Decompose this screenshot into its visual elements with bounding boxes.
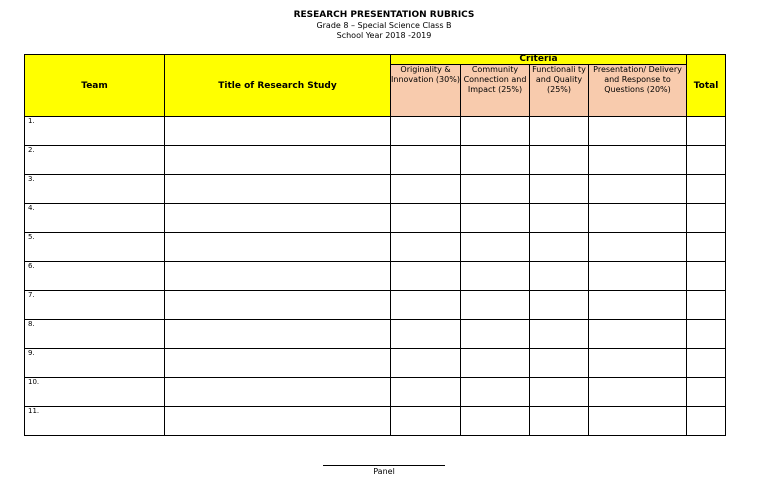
rubric-table — [24, 54, 726, 436]
rubric-rows — [25, 117, 726, 436]
community-cell[interactable] — [461, 233, 530, 262]
functionality-cell[interactable] — [530, 320, 589, 349]
title-cell[interactable] — [165, 262, 391, 291]
functionality-cell[interactable] — [530, 233, 589, 262]
presentation-cell[interactable] — [589, 117, 687, 146]
originality-cell[interactable] — [391, 320, 461, 349]
table-row — [25, 407, 726, 436]
criterion-originality: Originality & Innovation (30%) — [391, 65, 461, 117]
document-header — [0, 10, 768, 41]
title-cell[interactable] — [165, 378, 391, 407]
title-header: Title of Research Study — [165, 55, 391, 117]
community-cell[interactable] — [461, 146, 530, 175]
school-year: School Year 2018 -2019 — [336, 31, 432, 40]
functionality-cell[interactable] — [530, 146, 589, 175]
functionality-cell[interactable] — [530, 175, 589, 204]
table-row — [25, 378, 726, 407]
team-header: Team — [25, 55, 165, 117]
presentation-cell[interactable] — [589, 378, 687, 407]
community-cell[interactable] — [461, 320, 530, 349]
presentation-cell[interactable] — [589, 204, 687, 233]
total-cell[interactable] — [687, 204, 726, 233]
total-cell[interactable] — [687, 349, 726, 378]
functionality-cell[interactable] — [530, 204, 589, 233]
community-cell[interactable] — [461, 262, 530, 291]
signature-block — [323, 465, 445, 478]
originality-cell[interactable] — [391, 146, 461, 175]
team-cell[interactable]: 6. — [25, 262, 165, 291]
originality-cell[interactable] — [391, 349, 461, 378]
table-row — [25, 146, 726, 175]
team-cell[interactable]: 7. — [25, 291, 165, 320]
table-row — [25, 262, 726, 291]
presentation-cell[interactable] — [589, 407, 687, 436]
total-cell[interactable] — [687, 378, 726, 407]
table-row — [25, 320, 726, 349]
functionality-cell[interactable] — [530, 262, 589, 291]
community-cell[interactable] — [461, 175, 530, 204]
total-cell[interactable] — [687, 407, 726, 436]
document-subtitle: Grade 8 – Special Science Class B — [316, 21, 452, 30]
total-cell[interactable] — [687, 146, 726, 175]
title-cell[interactable] — [165, 175, 391, 204]
functionality-cell[interactable] — [530, 117, 589, 146]
originality-cell[interactable] — [391, 262, 461, 291]
title-cell[interactable] — [165, 204, 391, 233]
title-cell[interactable] — [165, 117, 391, 146]
team-cell[interactable]: 8. — [25, 320, 165, 349]
team-cell[interactable]: 4. — [25, 204, 165, 233]
community-cell[interactable] — [461, 407, 530, 436]
community-cell[interactable] — [461, 204, 530, 233]
originality-cell[interactable] — [391, 378, 461, 407]
title-cell[interactable] — [165, 407, 391, 436]
presentation-cell[interactable] — [589, 175, 687, 204]
community-cell[interactable] — [461, 291, 530, 320]
presentation-cell[interactable] — [589, 233, 687, 262]
table-row — [25, 204, 726, 233]
total-cell[interactable] — [687, 262, 726, 291]
team-cell[interactable]: 1. — [25, 117, 165, 146]
table-row — [25, 291, 726, 320]
title-cell[interactable] — [165, 320, 391, 349]
originality-cell[interactable] — [391, 291, 461, 320]
originality-cell[interactable] — [391, 407, 461, 436]
functionality-cell[interactable] — [530, 291, 589, 320]
title-cell[interactable] — [165, 349, 391, 378]
team-cell[interactable]: 5. — [25, 233, 165, 262]
criteria-header: Criteria — [391, 55, 687, 65]
title-cell[interactable] — [165, 146, 391, 175]
originality-cell[interactable] — [391, 233, 461, 262]
functionality-cell[interactable] — [530, 407, 589, 436]
originality-cell[interactable] — [391, 175, 461, 204]
total-cell[interactable] — [687, 320, 726, 349]
community-cell[interactable] — [461, 378, 530, 407]
criterion-presentation: Presentation/ Delivery and Response to Questions (20%) — [589, 65, 687, 117]
functionality-cell[interactable] — [530, 378, 589, 407]
criterion-functionality: Functionali ty and Quality (25%) — [530, 65, 589, 117]
team-cell[interactable]: 2. — [25, 146, 165, 175]
total-cell[interactable] — [687, 291, 726, 320]
table-row — [25, 175, 726, 204]
team-cell[interactable]: 9. — [25, 349, 165, 378]
table-row — [25, 117, 726, 146]
total-cell[interactable] — [687, 117, 726, 146]
table-row — [25, 233, 726, 262]
total-cell[interactable] — [687, 233, 726, 262]
criterion-community: Community Connection and Impact (25%) — [461, 65, 530, 117]
team-cell[interactable]: 3. — [25, 175, 165, 204]
total-header: Total — [687, 55, 726, 117]
total-cell[interactable] — [687, 175, 726, 204]
originality-cell[interactable] — [391, 204, 461, 233]
community-cell[interactable] — [461, 349, 530, 378]
table-row — [25, 349, 726, 378]
functionality-cell[interactable] — [530, 349, 589, 378]
document-title: RESEARCH PRESENTATION RUBRICS — [293, 10, 475, 20]
signature-label: Panel — [373, 467, 395, 476]
team-cell[interactable]: 10. — [25, 378, 165, 407]
presentation-cell[interactable] — [589, 349, 687, 378]
title-cell[interactable] — [165, 291, 391, 320]
presentation-cell[interactable] — [589, 262, 687, 291]
team-cell[interactable]: 11. — [25, 407, 165, 436]
originality-cell[interactable] — [391, 117, 461, 146]
presentation-cell[interactable] — [589, 320, 687, 349]
presentation-cell[interactable] — [589, 291, 687, 320]
presentation-cell[interactable] — [589, 146, 687, 175]
title-cell[interactable] — [165, 233, 391, 262]
community-cell[interactable] — [461, 117, 530, 146]
